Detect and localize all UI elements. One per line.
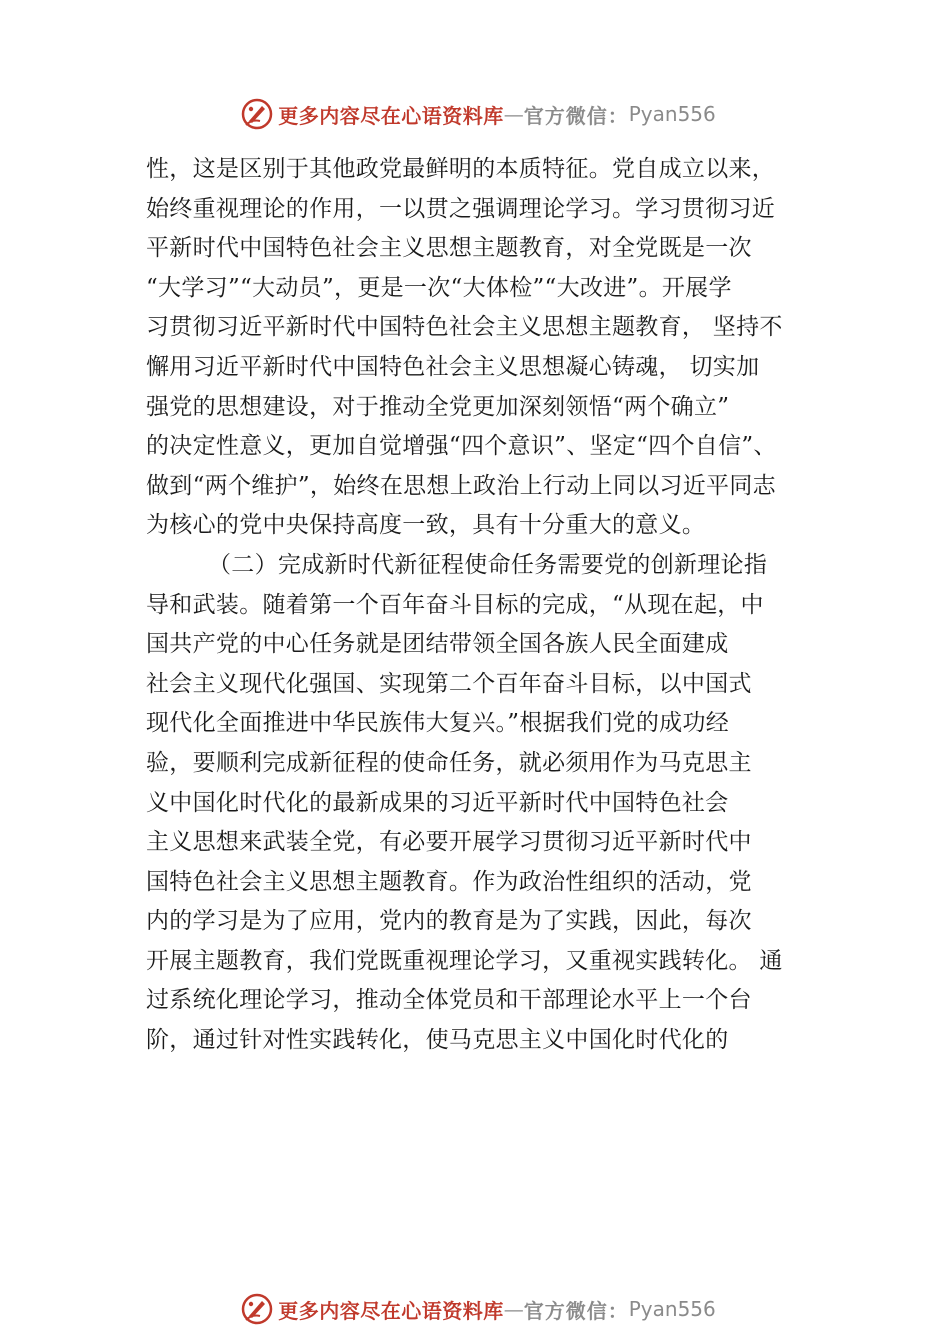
banner-wechat-id: Pyan556 [628,1297,716,1321]
banner-wechat-id: Pyan556 [628,102,716,126]
text-line: 验，要顺利完成新征程的使命任务，就必须用作为马克思主 [146,749,752,776]
header-banner-inner [240,97,716,131]
text-line: 义中国化时代化的最新成果的习近平新时代中国特色社会 [146,789,729,816]
paragraph-1 [146,150,846,546]
paragraph-2 [146,546,846,1061]
banner-separator: — [503,102,524,126]
text-line: 内的学习是为了应用，党内的教育是为了实践，因此，每次 [146,908,752,935]
banner-main-text: 更多内容尽在心语资料库 [278,1298,504,1323]
text-line: “大学习”“大动员”，更是一次“大体检”“大改进”。开展学 [146,274,732,301]
text-line: 为核心的党中央保持高度一致，具有十分重大的意义。 [146,512,706,539]
footer-banner [0,1289,950,1329]
text-line: 国共产党的中心任务就是团结带领全国各族人民全面建成 [146,631,729,658]
text-line: 的决定性意义，更加自觉增强“四个意识”、坚定“四个自信”、 [146,433,777,460]
footer-banner-inner [240,1292,716,1326]
text-line: 做到“两个维护”，始终在思想上政治上行动上同以习近平同志 [146,472,776,499]
text-line-indented: （二）完成新时代新征程使命任务需要党的创新理论指 [208,551,768,578]
text-line: 阶，通过针对性实践转化，使马克思主义中国化时代化的 [146,1027,729,1054]
text-line: 导和武装。随着第一个百年奋斗目标的完成，“从现在起，中 [146,591,764,618]
banner-main-text: 更多内容尽在心语资料库 [278,103,504,128]
text-line: 懈用习近平新时代中国特色社会主义思想凝心铸魂， 切实加 [146,353,760,380]
banner-separator: — [503,1297,524,1321]
text-line: 国特色社会主义思想主题教育。作为政治性组织的活动，党 [146,868,752,895]
banner-wechat-label: 官方微信： [523,103,629,128]
text-line: 开展主题教育，我们党既重视理论学习，又重视实践转化。 通 [146,947,783,974]
logo-icon [240,1292,274,1326]
text-line: 现代化全面推进中华民族伟大复兴。”根据我们党的成功经 [146,710,730,737]
header-banner [0,94,950,134]
text-line: 平新时代中国特色社会主义思想主题教育，对全党既是一次 [146,235,752,262]
document-body [146,150,846,1061]
banner-wechat-label: 官方微信： [523,1298,629,1323]
text-line: 强党的思想建设，对于推动全党更加深刻领悟“两个确立” [146,393,730,420]
text-line: 习贯彻习近平新时代中国特色社会主义思想主题教育， 坚持不 [146,314,783,341]
text-line: 过系统化理论学习，推动全体党员和干部理论水平上一个台 [146,987,752,1014]
text-line: 始终重视理论的作用，一以贯之强调理论学习。学习贯彻习近 [146,195,776,222]
text-line: 性，这是区别于其他政党最鲜明的本质特征。党自成立以来， [146,156,776,182]
text-line: 社会主义现代化强国、实现第二个百年奋斗目标，以中国式 [146,670,752,697]
text-line: 主义思想来武装全党，有必要开展学习贯彻习近平新时代中 [146,829,752,856]
logo-icon [240,97,274,131]
